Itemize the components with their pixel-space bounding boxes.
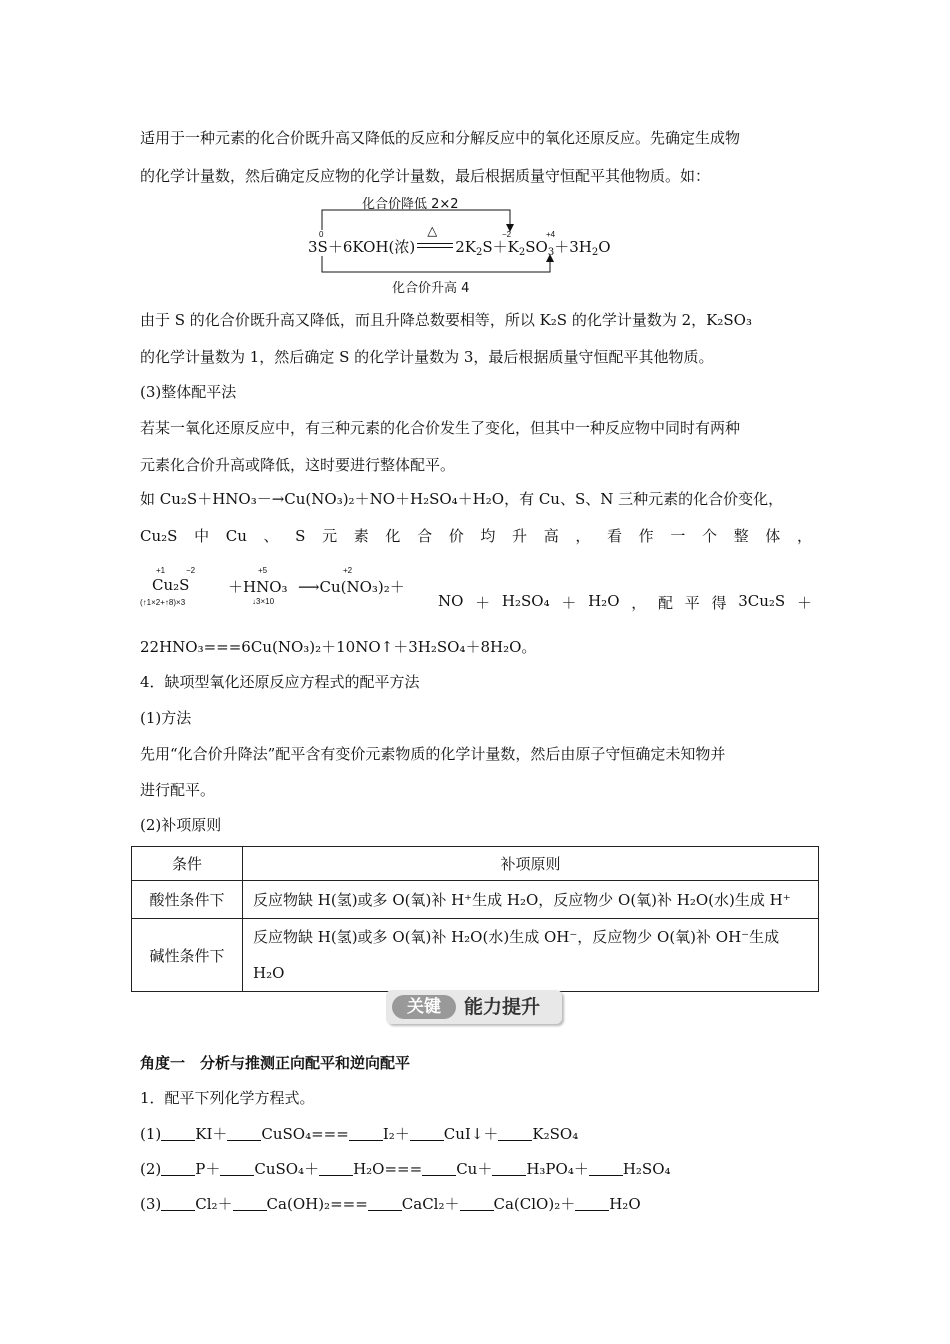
answer-blank[interactable] xyxy=(575,1196,609,1211)
eq-part: ＋3H xyxy=(554,238,592,256)
answer-blank[interactable] xyxy=(589,1161,623,1176)
equation xyxy=(308,224,611,258)
item-number: (2) xyxy=(140,1160,162,1178)
formula: Ca(ClO)₂＋ xyxy=(493,1195,576,1213)
word: ＋ xyxy=(475,594,491,612)
word: 、 xyxy=(263,527,279,545)
eq-part: 2K xyxy=(455,238,476,256)
supplement-rule-table xyxy=(131,846,819,992)
word: 体 xyxy=(765,527,781,545)
answer-blank[interactable] xyxy=(227,1126,261,1141)
decrease-label: 化合价降低 2×2 xyxy=(362,197,459,212)
section-banner xyxy=(386,990,562,1024)
electron-note: ↓3×10 xyxy=(252,597,275,606)
word: ， xyxy=(796,527,812,545)
justified-line xyxy=(140,526,812,546)
paragraph-line: 元素化合价升高或降低，这时要进行整体配平。 xyxy=(140,456,456,474)
answer-blank[interactable] xyxy=(319,1161,353,1176)
word: 平 xyxy=(684,594,700,612)
word: 整 xyxy=(733,527,749,545)
question: 1．配平下列化学方程式。 xyxy=(140,1089,315,1107)
redox-diagram xyxy=(300,192,660,296)
formula: P＋ xyxy=(195,1160,221,1178)
electron-note: (↑1×2+↑8)×3 xyxy=(140,598,186,607)
table-header: 条件 xyxy=(132,847,243,881)
ox-state: +4 xyxy=(546,230,556,239)
answer-blank[interactable] xyxy=(349,1126,383,1141)
word: ＋ xyxy=(561,594,577,612)
word: 化 xyxy=(385,527,401,545)
heat-symbol: △ xyxy=(427,224,438,239)
formula: Ca(OH)₂=== xyxy=(266,1195,368,1213)
justified-tail xyxy=(438,592,812,613)
word: H₂SO₄ xyxy=(501,592,550,610)
word: 作 xyxy=(638,527,654,545)
word: 价 xyxy=(448,527,464,545)
section-title: 4．缺项型氧化还原反应方程式的配平方法 xyxy=(140,673,420,691)
formula: CuSO₄=== xyxy=(261,1125,349,1143)
ox-state: 0 xyxy=(319,230,324,239)
subsection-title: (2)补项原则 xyxy=(140,816,222,834)
table-cell xyxy=(243,919,819,992)
item-number: (1) xyxy=(140,1125,162,1143)
word: 3Cu₂S xyxy=(738,592,786,610)
answer-blank[interactable] xyxy=(161,1161,195,1176)
formula: Cu₂S xyxy=(152,576,190,594)
word: ， xyxy=(631,594,647,612)
word: 元 xyxy=(322,527,338,545)
formula: I₂＋ xyxy=(382,1125,410,1143)
subsection-title: (1)方法 xyxy=(140,709,192,727)
word: 高 xyxy=(543,527,559,545)
word: ＋ xyxy=(796,594,812,612)
word: Cu₂S xyxy=(140,527,178,545)
eq-part: S＋K xyxy=(482,238,519,256)
equals-cond xyxy=(415,224,455,256)
paragraph-line: 先用“化合价升降法”配平含有变价元素物质的化学计量数，然后由原子守恒确定未知物并 xyxy=(140,745,726,763)
word: ， xyxy=(575,527,591,545)
answer-blank[interactable] xyxy=(410,1126,444,1141)
paragraph-line: 的化学计量数，然后确定反应物的化学计量数，最后根据质量守恒配平其他物质。如： xyxy=(140,167,711,185)
banner-title: 能力提升 xyxy=(464,996,541,1018)
formula: CuSO₄＋ xyxy=(254,1160,320,1178)
formula: CuI↓＋ xyxy=(443,1125,499,1143)
answer-blank[interactable] xyxy=(233,1196,267,1211)
eq-left: 3S＋6KOH(浓) xyxy=(308,238,416,256)
word: 得 xyxy=(711,594,727,612)
table-cell: 酸性条件下 xyxy=(132,881,243,919)
section-title: (3)整体配平法 xyxy=(140,383,237,401)
paragraph-line: 由于 S 的化合价既升高又降低，而且升降总数要相等，所以 K₂S 的化学计量数为 2，K₂SO₃ xyxy=(140,311,752,329)
word: 均 xyxy=(480,527,496,545)
answer-blank[interactable] xyxy=(161,1126,195,1141)
word: 配 xyxy=(657,594,673,612)
banner-key: 关键 xyxy=(392,995,456,1019)
answer-blank[interactable] xyxy=(422,1161,456,1176)
word: 个 xyxy=(701,527,717,545)
paragraph-line: 适用于一种元素的化合价既升高又降低的反应和分解反应中的氧化还原反应。先确定生成物 xyxy=(140,129,741,147)
subscript: 3 xyxy=(547,247,555,258)
word: NO xyxy=(438,592,464,610)
word: S xyxy=(295,527,306,545)
ox-state: +2 xyxy=(343,566,353,575)
question-item xyxy=(140,1159,812,1179)
answer-blank[interactable] xyxy=(492,1161,526,1176)
eq-part: O xyxy=(598,238,611,256)
ox-state: −2 xyxy=(502,230,512,239)
word: Cu xyxy=(225,527,247,545)
formula: KI＋ xyxy=(195,1125,228,1143)
formula: H₂O xyxy=(609,1195,641,1213)
formula: H₃PO₄＋ xyxy=(526,1160,589,1178)
formula: H₂SO₄ xyxy=(622,1160,671,1178)
paragraph-line: 的化学计量数为 1，然后确定 S 的化学计量数为 3，最后根据质量守恒配平其他物质。 xyxy=(140,348,714,366)
paragraph-line: 22HNO₃===6Cu(NO₃)₂＋10NO↑＋3H₂SO₄＋8H₂O。 xyxy=(140,638,537,656)
ox-state: +1 xyxy=(156,566,166,575)
formula: H₂O=== xyxy=(353,1160,423,1178)
subscript: 2 xyxy=(591,247,599,258)
formula: ＋HNO₃ xyxy=(228,578,288,596)
answer-blank[interactable] xyxy=(220,1161,254,1176)
question-item xyxy=(140,1194,812,1214)
formula: ⟶Cu(NO₃)₂＋ xyxy=(298,578,405,596)
answer-blank[interactable] xyxy=(460,1196,494,1211)
overall-balancing-equation xyxy=(140,566,812,612)
cell-line: 反应物缺 H(氢)或多 O(氧)补 H₂O(水)生成 OH⁻，反应物少 O(氧)补 OH⁻生成 xyxy=(253,928,780,946)
item-number: (3) xyxy=(140,1195,162,1213)
increase-label: 化合价升高 4 xyxy=(392,281,470,296)
answer-blank[interactable] xyxy=(368,1196,402,1211)
word: 看 xyxy=(607,527,623,545)
word: 升 xyxy=(512,527,528,545)
formula: CaCl₂＋ xyxy=(401,1195,460,1213)
table-cell: 碱性条件下 xyxy=(132,919,243,992)
paragraph-line: 如 Cu₂S＋HNO₃－→Cu(NO₃)₂＋NO＋H₂SO₄＋H₂O，有 Cu、S、N 三种元素的化合价变化， xyxy=(140,490,784,508)
word: H₂O xyxy=(588,592,620,610)
paragraph-line: 进行配平。 xyxy=(140,781,216,799)
formula: Cl₂＋ xyxy=(195,1195,233,1213)
question-item xyxy=(140,1124,812,1144)
table-header: 补项原则 xyxy=(243,847,819,881)
angle-title: 角度一 分析与推测正向配平和逆向配平 xyxy=(140,1054,411,1072)
paragraph-line: 若某一氧化还原反应中，有三种元素的化合价发生了变化，但其中一种反应物中同时有两种 xyxy=(140,419,741,437)
subscript: 2 xyxy=(518,247,526,258)
eq-part: SO xyxy=(525,238,548,256)
ox-state: +5 xyxy=(258,566,268,575)
answer-blank[interactable] xyxy=(161,1196,195,1211)
ox-state: −2 xyxy=(186,566,196,575)
formula: Cu＋ xyxy=(456,1160,493,1178)
word: 素 xyxy=(353,527,369,545)
word: 一 xyxy=(670,527,686,545)
word: 中 xyxy=(194,527,210,545)
subscript: 2 xyxy=(476,247,483,258)
word: 合 xyxy=(417,527,433,545)
cell-line: H₂O xyxy=(253,964,285,982)
table-cell: 反应物缺 H(氢)或多 O(氧)补 H⁺生成 H₂O，反应物少 O(氧)补 H₂O(水)生成 H⁺ xyxy=(243,881,819,919)
answer-blank[interactable] xyxy=(498,1126,532,1141)
formula: K₂SO₄ xyxy=(532,1125,579,1143)
